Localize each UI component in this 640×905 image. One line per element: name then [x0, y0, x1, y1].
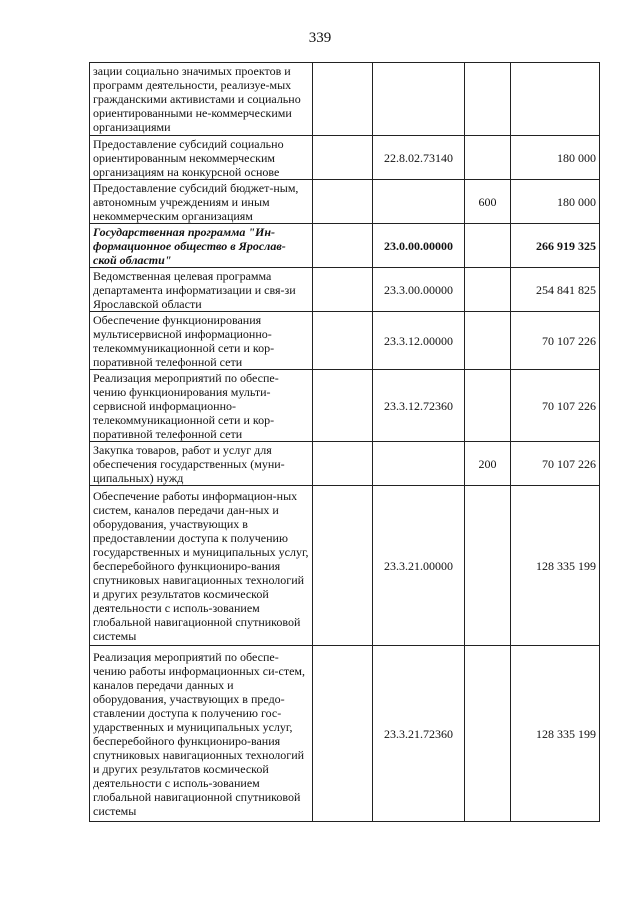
row-amount-cell: 128 335 199	[511, 486, 600, 646]
row-code-cell: 23.0.00.00000	[373, 224, 465, 268]
row-type-cell	[465, 224, 511, 268]
row-name-cell: зации социально значимых проектов и программ деятельности, реализуе-мых гражданскими активистами и социально ориентированными не-коммерческими организациями	[90, 63, 313, 136]
row-code-cell: 23.3.12.72360	[373, 370, 465, 442]
row-amount-cell	[511, 63, 600, 136]
row-amount-cell: 254 841 825	[511, 268, 600, 312]
row-code-cell: 22.8.02.73140	[373, 136, 465, 180]
row-name-cell: Предоставление субсидий социально ориентированным некоммерческим организациям на конкурсной основе	[90, 136, 313, 180]
row-type-cell	[465, 646, 511, 822]
table-row	[90, 646, 600, 822]
row-code-cell: 23.3.21.72360	[373, 646, 465, 822]
row-code-cell: 23.3.21.00000	[373, 486, 465, 646]
row-type-cell: 200	[465, 442, 511, 486]
row-empty-cell	[313, 268, 373, 312]
row-amount-cell: 70 107 226	[511, 442, 600, 486]
row-empty-cell	[313, 370, 373, 442]
table-row	[90, 136, 600, 180]
row-amount-cell: 70 107 226	[511, 312, 600, 370]
row-type-cell	[465, 268, 511, 312]
row-code-cell: 23.3.12.00000	[373, 312, 465, 370]
table-row	[90, 370, 600, 442]
page-number: 339	[308, 30, 332, 46]
row-name-cell: Обеспечение функционирования мультисервисной информационно-телекоммуникационной сети и кор-поративной телефонной сети	[90, 312, 313, 370]
budget-table	[89, 62, 600, 822]
table-row	[90, 63, 600, 136]
row-type-cell	[465, 370, 511, 442]
row-code-cell	[373, 180, 465, 224]
row-name-cell: Ведомственная целевая программа департамента информатизации и свя-зи Ярославской области	[90, 268, 313, 312]
row-name-cell: Государственная программа "Ин-формационное общество в Ярослав-ской области"	[90, 224, 313, 268]
row-type-cell	[465, 63, 511, 136]
table-body	[90, 63, 600, 822]
row-name-cell: Обеспечение работы информацион-ных систем, каналов передачи дан-ных и оборудования, участвующих в предоставлении доступа к получению государственных и муниципальных услуг, бесперебойного функциониро-вания спутниковых навигационных технологий и других результатов космической деятельности с исполь-зованием глобальной навигационной спутниковой системы	[90, 486, 313, 646]
row-type-cell	[465, 136, 511, 180]
row-type-cell	[465, 312, 511, 370]
table-row	[90, 180, 600, 224]
row-name-cell: Реализация мероприятий по обеспе-чению работы информационных си-стем, каналов передачи данных и оборудования, участвующих в предо-ставлении доступа к получению гос-ударственных и муниципальных услуг, бесперебойного функциониро-вания спутниковых навигационных технологий и других результатов космической деятельности с исполь-зованием глобальной навигационной спутниковой системы	[90, 646, 313, 822]
row-empty-cell	[313, 180, 373, 224]
row-type-cell	[465, 486, 511, 646]
row-empty-cell	[313, 312, 373, 370]
table-row	[90, 268, 600, 312]
table-row	[90, 312, 600, 370]
row-code-cell	[373, 442, 465, 486]
row-empty-cell	[313, 63, 373, 136]
row-empty-cell	[313, 224, 373, 268]
row-amount-cell: 128 335 199	[511, 646, 600, 822]
table-row	[90, 486, 600, 646]
row-empty-cell	[313, 136, 373, 180]
row-empty-cell	[313, 646, 373, 822]
row-amount-cell: 180 000	[511, 136, 600, 180]
row-code-cell: 23.3.00.00000	[373, 268, 465, 312]
row-empty-cell	[313, 442, 373, 486]
row-name-cell: Закупка товаров, работ и услуг для обеспечения государственных (муни-ципальных) нужд	[90, 442, 313, 486]
row-amount-cell: 70 107 226	[511, 370, 600, 442]
row-amount-cell: 180 000	[511, 180, 600, 224]
row-code-cell	[373, 63, 465, 136]
row-name-cell: Предоставление субсидий бюджет-ным, автономным учреждениям и иным некоммерческим организациям	[90, 180, 313, 224]
table-row	[90, 442, 600, 486]
row-name-cell: Реализация мероприятий по обеспе-чению функционирования мульти-сервисной информационно-телекоммуникационной сети и кор-поративной телефонной сети	[90, 370, 313, 442]
row-amount-cell: 266 919 325	[511, 224, 600, 268]
row-empty-cell	[313, 486, 373, 646]
table-row	[90, 224, 600, 268]
row-type-cell: 600	[465, 180, 511, 224]
